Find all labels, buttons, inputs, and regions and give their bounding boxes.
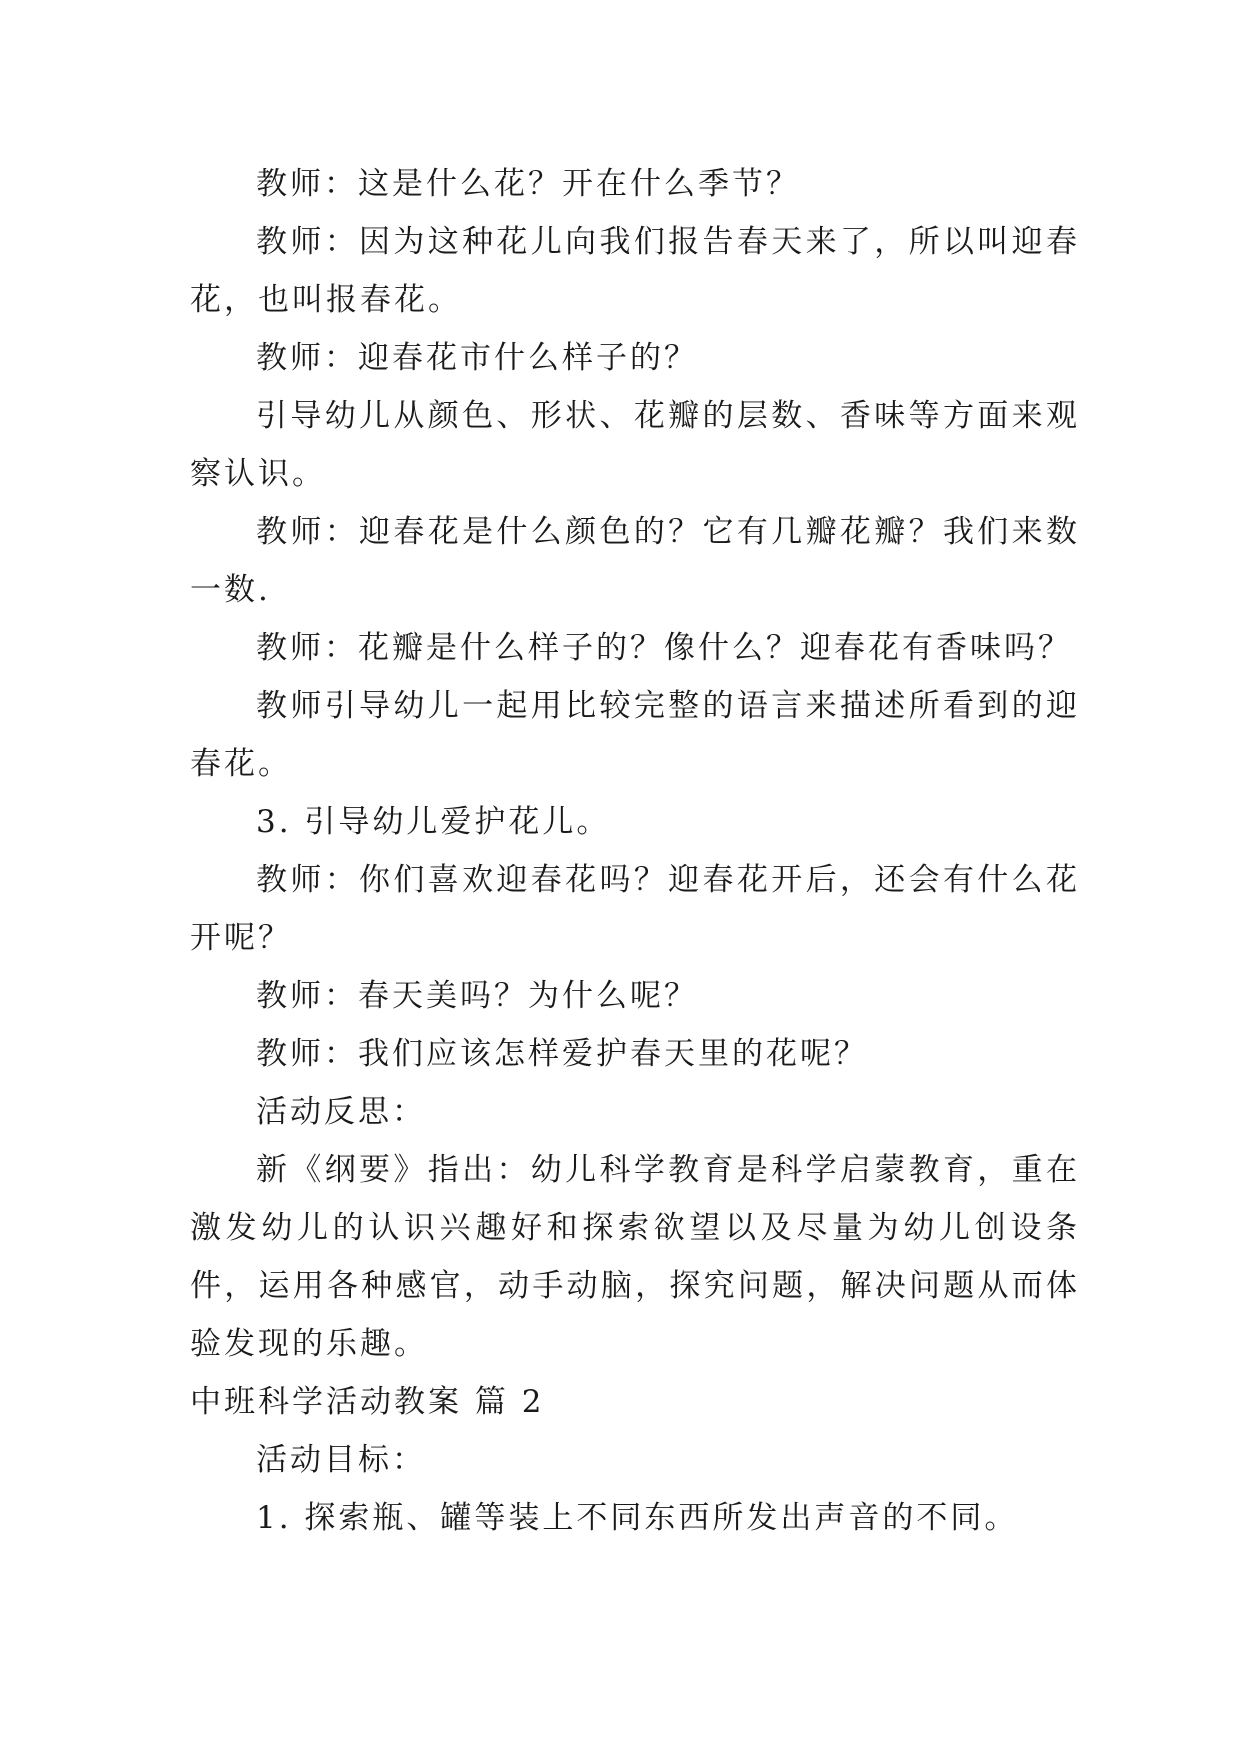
paragraph-8: 3. 引导幼儿爱护花儿。: [256, 804, 611, 840]
document-page: [190, 155, 1080, 1547]
paragraph-1: 教师：这是什么花？开在什么季节？: [256, 166, 800, 202]
paragraph-6: 教师：花瓣是什么样子的？像什么？迎春花有香味吗？: [256, 630, 1072, 666]
section-heading: 中班科学活动教案 篇 2: [190, 1384, 545, 1420]
paragraph-5: 教师：迎春花是什么颜色的？它有几瓣花瓣？我们来数一数.: [190, 514, 1080, 608]
paragraph-16: 1. 探索瓶、罐等装上不同东西所发出声音的不同。: [256, 1500, 1019, 1536]
paragraph-3: 教师：迎春花市什么样子的？: [256, 340, 698, 376]
paragraph-9: 教师：你们喜欢迎春花吗？迎春花开后，还会有什么花开呢？: [190, 862, 1080, 956]
paragraph-11: 教师：我们应该怎样爱护春天里的花呢？: [256, 1036, 868, 1072]
paragraph-7: 教师引导幼儿一起用比较完整的语言来描述所看到的迎春花。: [190, 688, 1080, 782]
paragraph-4: 引导幼儿从颜色、形状、花瓣的层数、香味等方面来观察认识。: [190, 398, 1080, 492]
paragraph-13: 新《纲要》指出：幼儿科学教育是科学启蒙教育，重在激发幼儿的认识兴趣好和探索欲望以及尽量为幼儿创设条件，运用各种感官，动手动脑，探究问题，解决问题从而体验发现的乐趣。: [190, 1152, 1080, 1362]
paragraph-12: 活动反思：: [256, 1094, 426, 1130]
paragraph-2: 教师：因为这种花儿向我们报告春天来了，所以叫迎春花，也叫报春花。: [190, 224, 1080, 318]
paragraph-15: 活动目标：: [256, 1442, 426, 1478]
paragraph-10: 教师：春天美吗？为什么呢？: [256, 978, 698, 1014]
